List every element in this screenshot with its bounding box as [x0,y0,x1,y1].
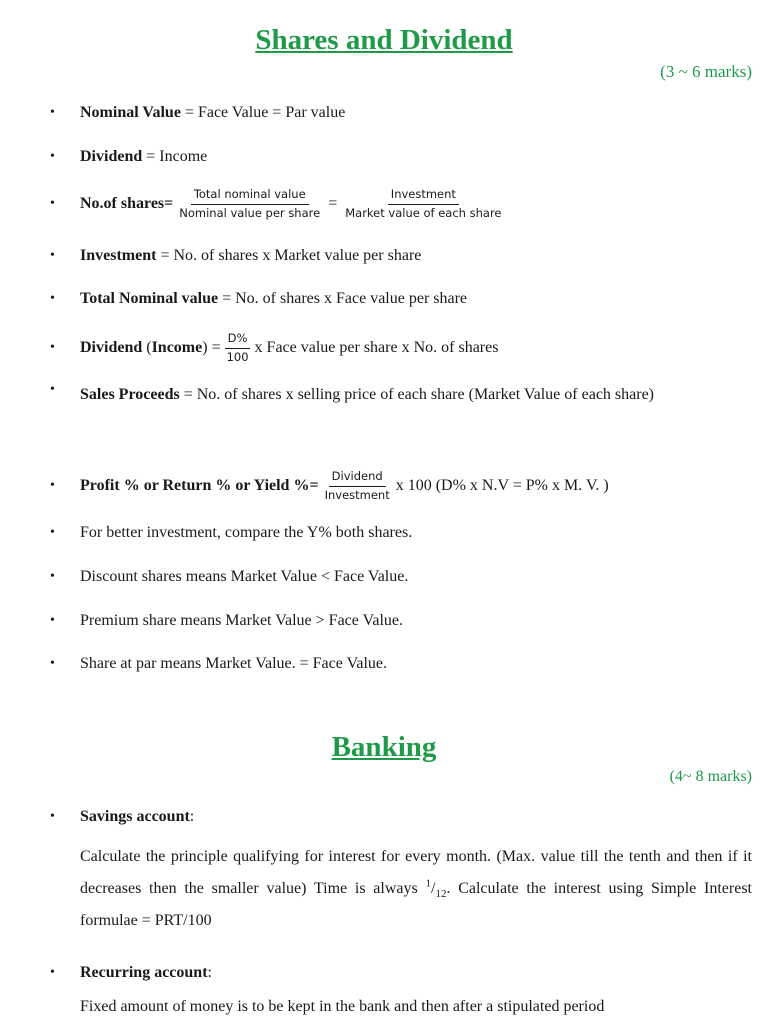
bullet: • [50,196,55,212]
list-item-better-investment [50,524,752,542]
bullet: • [50,525,55,540]
superscript: 1 [425,877,431,890]
term: Recurring account [80,964,208,981]
bullet: • [50,149,55,164]
definition: x 100 (D% x N.V = P% x M. V. ) [395,477,609,495]
denominator: Nominal value per share [179,205,321,220]
marks-label-banking: (4~ 8 marks) [669,768,752,785]
list-item-sales-proceeds [50,374,752,416]
numerator: Investment [388,188,459,205]
bullet: • [50,340,55,356]
definition: = Face Value = Par value [180,104,346,121]
term-income: Income [151,339,203,357]
term: Sales Proceeds [80,386,180,403]
list-item-nominal-value [50,104,752,122]
term: No.of shares= [80,195,174,213]
list-item-total-nominal [50,290,752,308]
bullet: • [50,105,55,120]
list-item-savings-account [50,808,752,826]
denominator: Market value of each share [345,205,502,220]
bullet: • [50,569,55,584]
colon: : [189,808,195,825]
fraction-investment [342,188,504,221]
term: Dividend [80,148,143,165]
list-item-discount-shares [50,568,752,586]
numerator: Total nominal value [191,188,309,205]
text-a: Calculate the principle qualifying for interest for every month. (Max. value till the tenth and then if it decreases then the smaller value) Time is always [80,848,752,897]
slash: / [431,880,436,897]
list-item-recurring-account [50,964,752,982]
bullet: • [50,613,55,628]
marks-label-shares: (3 ~ 6 marks) [660,62,752,81]
section-title-banking: Banking [331,731,437,763]
definition: = No. of shares x Market value per share [156,247,422,264]
list-item-dividend [50,148,752,166]
term: Savings account [80,808,190,825]
term: Total Nominal value [80,290,219,307]
bullet: • [50,656,55,671]
definition: = No. of shares x Face value per share [218,290,468,307]
term: Investment [80,247,157,264]
definition: x Face value per share x No. of shares [254,339,499,357]
statement: For better investment, compare the Y% both shares. [80,524,413,541]
text-b: . Calculate the interest using Simple Interest formulae = PRT/100 [80,880,753,929]
list-item-no-of-shares [50,188,752,221]
bullet: • [50,809,55,824]
subscript: 12 [435,888,447,901]
list-item-profit-yield [50,470,752,503]
numerator: D% [225,332,251,349]
section-title-shares: Shares and Dividend [255,24,513,56]
savings-explanation [80,841,752,937]
bullet: • [50,382,55,397]
numerator: Dividend [329,470,386,487]
bullet: • [50,478,55,494]
list-item-investment [50,247,752,265]
statement: Share at par means Market Value. = Face Value. [80,655,387,672]
denominator: Investment [324,487,390,502]
colon: : [207,964,212,981]
term: Dividend [80,339,143,357]
definition: = No. of shares x selling price of each share (Market Value of each share) [179,386,654,403]
statement: Discount shares means Market Value < Face Value. [80,568,409,585]
term: Profit % or Return % or Yield %= [80,477,319,495]
fraction-dividend-investment [322,470,393,503]
recurring-explanation: Fixed amount of money is to be kept in the bank and then after a stipulated period [80,998,605,1015]
denominator: 100 [226,349,249,364]
fraction-d-percent [224,332,252,365]
fraction-nominal [176,188,323,221]
bullet: • [50,248,55,263]
term: Nominal Value [80,104,181,121]
list-item-premium-share [50,612,752,630]
list-item-par-share [50,655,752,673]
paren-close: ) = [202,339,221,357]
statement: Premium share means Market Value > Face Value. [80,612,404,629]
bullet: • [50,291,55,306]
bullet: • [50,965,55,980]
paren-open: ( [142,339,152,357]
list-item-dividend-income [50,332,752,365]
definition: = Income [142,148,208,165]
equals-sign: = [328,195,338,213]
